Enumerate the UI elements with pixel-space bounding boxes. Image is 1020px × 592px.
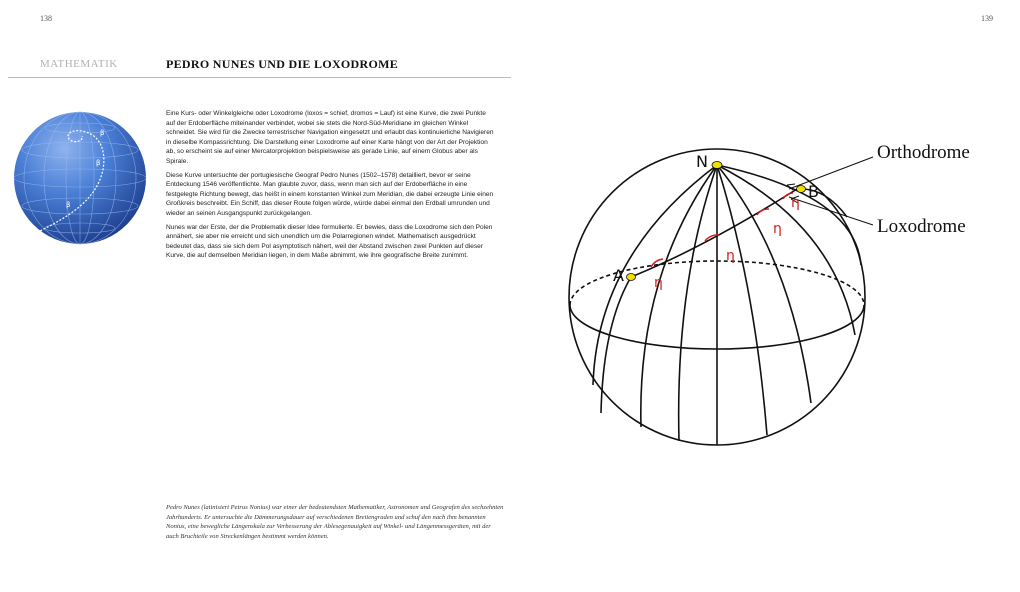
north-label: N [696, 152, 708, 171]
portrait-caption: Pedro Nunes (latinisiert Petrus Nonius) war einer der bedeutendsten Mathematiker, Astronomen und Geografen des sechzehnten Jahrhunderts. Er untersuchte die Dämmerungsdauer auf verschiedenen Breitengraden und schuf den nach ihm benannten Nonius, eine bewegliche Längenskala zur Verbesserung der Ablesegenauigkeit auf Winkel- und Längenmessgeräten, mit der auch Bruchteile von Streckenlängen bestimmt werden können. [166, 504, 504, 540]
page-title: PEDRO NUNES UND DIE LOXODROME [166, 57, 399, 71]
eta-label-4: η [791, 195, 800, 211]
globe-illustration [12, 110, 148, 246]
page-number-right: 139 [981, 14, 993, 23]
eta-label-1: η [654, 275, 663, 291]
body-text [166, 109, 496, 265]
loxodrome-diagram [555, 135, 1015, 455]
point-b [797, 186, 806, 193]
section-label: MATHEMATIK [40, 58, 118, 70]
body-paragraph-1: Eine Kurs- oder Winkelgleiche oder Loxodrome (loxos = schief, dromos = Lauf) ist eine Kurve, die zwei Punkte auf der Erdoberfläche miteinander verbindet, wobei sie stets die Nord-Süd-Meridiane im gleichen Winkel schneidet. Sie wird für die Zwecke terrestrischer Navigation eingesetzt und erlaubt das kontinuierliche Navigieren in dieselbe Kompassrichtung. Die Darstellung einer Loxodrome auf einer Karte hängt von der Art der Projektion ab, so erscheint sie auf einer Mercatorprojektion beispielsweise als gerade Linie, auf einem Globus aber als Spirale. [166, 110, 494, 165]
eta-label-3: η [773, 221, 782, 237]
beta-label-2: β [96, 159, 101, 167]
eta-label-2: η [726, 248, 735, 264]
body-paragraph-3: Nunes war der Erste, der die Problematik dieser Idee formulierte. Er bewies, dass die Loxodrome sich den Polen annähert, sie aber nie erreicht und sich unendlich um die Polarregionen windet. Mathematisch ausgedrückt bedeutet das, dass sie sich dem Pol asymptotisch nähert, weil der Abstand zwischen zwei Punkten auf dieser Kurve, die auf demselben Meridian liegen, in dem Maße abnimmt, wie ihre geografische Breite zunimmt. [166, 223, 493, 260]
body-paragraph-2: Diese Kurve untersuchte der portugiesische Geograf Pedro Nunes (1502–1578) detailliert, bevor er seine Entdeckung 1546 veröffentlichte. Man glaubte zuvor, dass, wenn man sich auf der Erdoberfläche in eine festgelegte Richtung bewegt, das heißt in einem konstanten Winkel zum Meridian, die dabei erzeugte Linie einen Großkreis beschreibt. Ein Schiff, das dieser Route folgen würde, würde dabei einmal den Erdball umrunden und wieder an seinen Ausgangspunkt zurückgelangen. [166, 171, 494, 217]
point-a-label: A [613, 266, 624, 285]
header-rule [8, 77, 511, 78]
point-b-label: B [808, 182, 819, 201]
beta-label-3: β [66, 201, 71, 209]
page-number-left: 138 [40, 14, 52, 23]
orthodrome-label: Orthodrome [877, 142, 970, 163]
north-pole-point [712, 162, 722, 169]
point-a [627, 274, 636, 281]
beta-label-1: β [100, 129, 105, 137]
loxodrome-label: Loxodrome [877, 216, 966, 237]
